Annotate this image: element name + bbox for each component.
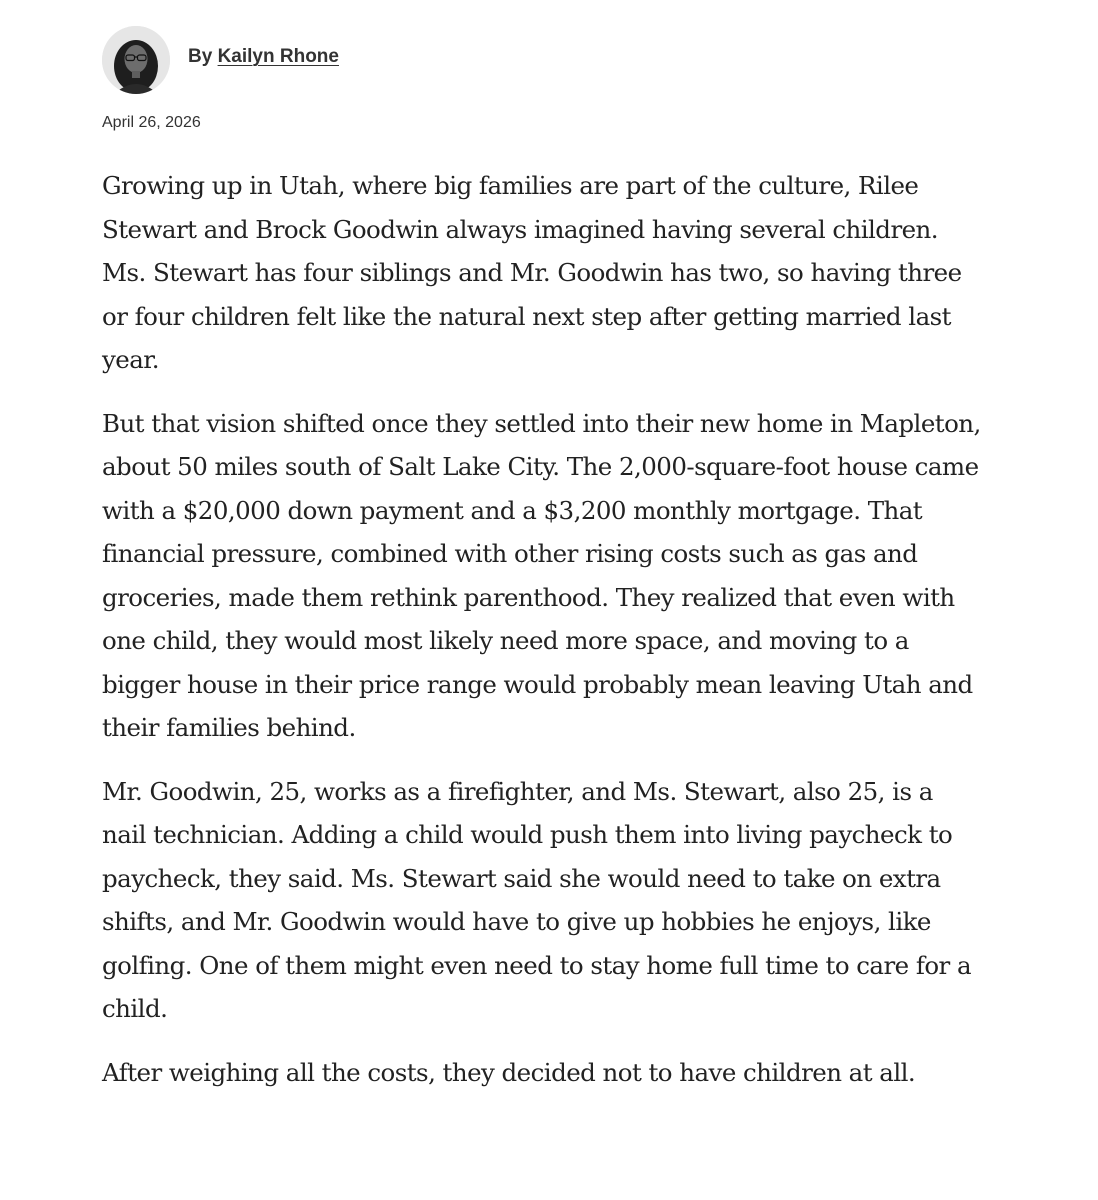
byline <box>102 26 339 94</box>
author-avatar[interactable] <box>102 26 170 94</box>
byline-prefix: By <box>188 46 213 67</box>
publish-date: April 26, 2026 <box>102 114 201 131</box>
article-paragraph: After weighing all the costs, they decided not to have children at all. <box>102 1057 916 1087</box>
article-body <box>102 164 982 1114</box>
author-link[interactable]: Kailyn Rhone <box>217 46 339 67</box>
article-paragraph: But that vision shifted once they settled into their new home in Mapleton, about 50 miles south of Salt Lake City. The 2,000-square-foot house came with a $20,000 down payment and a $3,200 monthly mortgage. That financial pressure, combined with other rising costs such as gas and groceries, made them rethink parenthood. They realized that even with one child, they would most likely need more space, and moving to a bigger house in their price range would probably mean leaving Utah and their families behind. <box>102 408 981 742</box>
byline-text <box>188 46 339 68</box>
article-paragraph: Mr. Goodwin, 25, works as a firefighter, and Ms. Stewart, also 25, is a nail technician. Adding a child would push them into living paycheck to paycheck, they said. Ms. Stewart said she would need to take on extra shifts, and Mr. Goodwin would have to give up hobbies he enjoys, like golfing. One of them might even need to stay home full time to care for a child. <box>102 776 972 1023</box>
article-paragraph: Growing up in Utah, where big families are part of the culture, Rilee Stewart and Brock Goodwin always imagined having several children. Ms. Stewart has four siblings and Mr. Goodwin has two, so having three or four children felt like the natural next step after getting married last year. <box>102 171 962 374</box>
author-portrait-icon <box>102 26 170 94</box>
